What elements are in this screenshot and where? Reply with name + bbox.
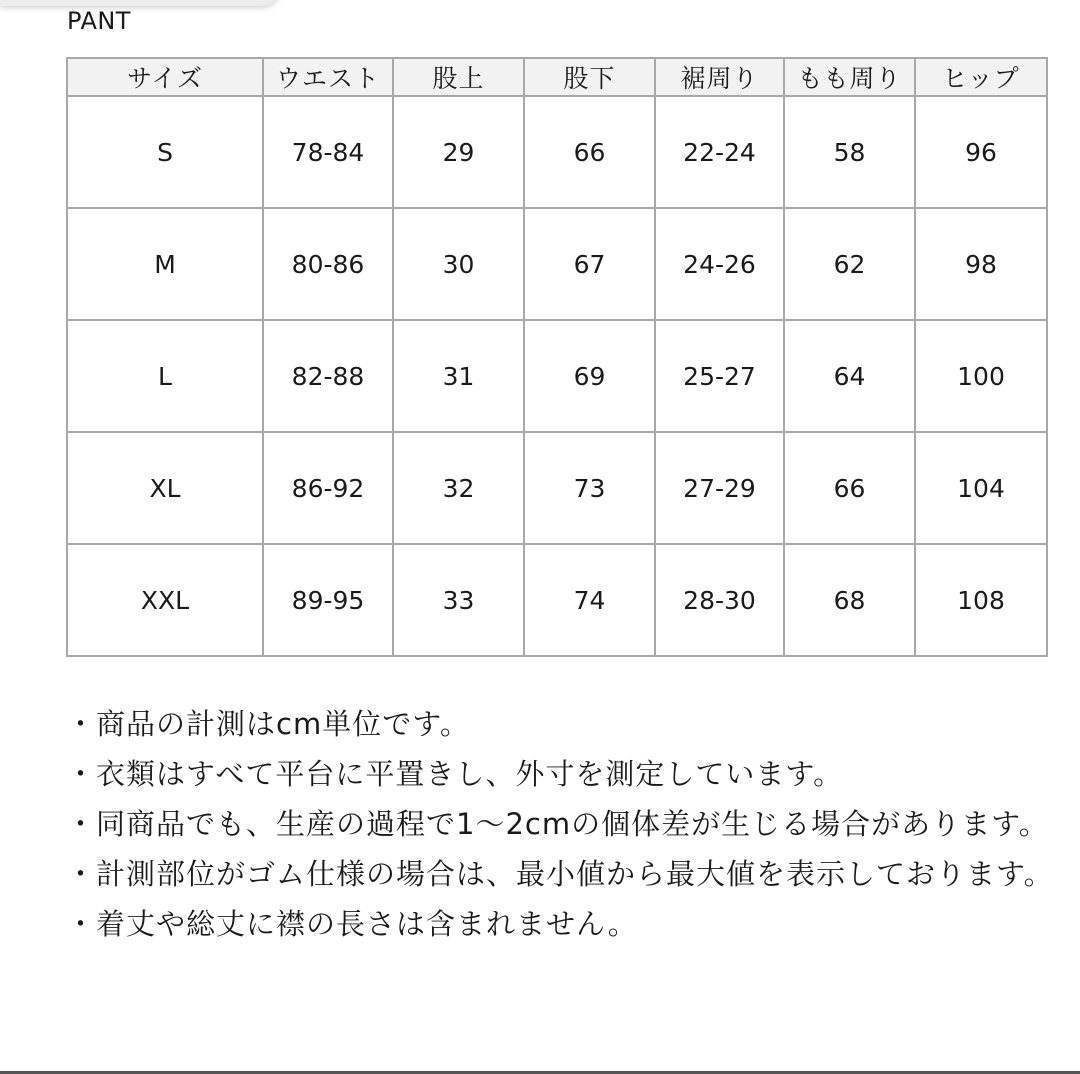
cell-thigh: 58 — [784, 96, 915, 208]
cell-inseam: 74 — [524, 544, 655, 656]
cell-waist: 82-88 — [263, 320, 393, 432]
cell-size: S — [67, 96, 263, 208]
cell-hip: 104 — [915, 432, 1047, 544]
cell-inseam: 67 — [524, 208, 655, 320]
header-thigh: もも周り — [784, 58, 915, 96]
cell-inseam: 73 — [524, 432, 655, 544]
note-units: ・商品の計測はcm単位です。 — [66, 707, 470, 741]
table-row — [67, 432, 1047, 544]
cell-waist: 89-95 — [263, 544, 393, 656]
header-rise: 股上 — [393, 58, 524, 96]
cell-hem-width: 27-29 — [655, 432, 784, 544]
cell-hem-width: 22-24 — [655, 96, 784, 208]
cell-rise: 32 — [393, 432, 524, 544]
cell-thigh: 66 — [784, 432, 915, 544]
cell-waist: 80-86 — [263, 208, 393, 320]
header-size: サイズ — [67, 58, 263, 96]
cell-rise: 30 — [393, 208, 524, 320]
size-chart-table — [66, 57, 1048, 657]
note-elastic-range: ・計測部位がゴム仕様の場合は、最小値から最大値を表示しております。 — [66, 857, 1054, 891]
table-row — [67, 208, 1047, 320]
cell-inseam: 66 — [524, 96, 655, 208]
cell-hem-width: 25-27 — [655, 320, 784, 432]
cell-hip: 96 — [915, 96, 1047, 208]
cell-waist: 78-84 — [263, 96, 393, 208]
cell-hip: 108 — [915, 544, 1047, 656]
cell-rise: 31 — [393, 320, 524, 432]
cell-size: M — [67, 208, 263, 320]
cell-hem-width: 24-26 — [655, 208, 784, 320]
measurement-notes — [66, 699, 1056, 949]
note-individual-variance: ・同商品でも、生産の過程で1〜2cmの個体差が生じる場合があります。 — [66, 807, 1049, 841]
section-title: PANT — [67, 7, 131, 35]
cell-size: L — [67, 320, 263, 432]
cell-size: XL — [67, 432, 263, 544]
header-inseam: 股下 — [524, 58, 655, 96]
top-overlay-edge — [0, 0, 280, 6]
cell-rise: 33 — [393, 544, 524, 656]
cell-thigh: 64 — [784, 320, 915, 432]
table-row — [67, 96, 1047, 208]
cell-waist: 86-92 — [263, 432, 393, 544]
cell-rise: 29 — [393, 96, 524, 208]
table-row — [67, 544, 1047, 656]
cell-hip: 98 — [915, 208, 1047, 320]
table-row — [67, 320, 1047, 432]
cell-inseam: 69 — [524, 320, 655, 432]
table-header-row — [67, 58, 1047, 96]
cell-size: XXL — [67, 544, 263, 656]
cell-thigh: 62 — [784, 208, 915, 320]
note-collar-excluded: ・着丈や総丈に襟の長さは含まれません。 — [66, 907, 638, 941]
header-hem-width: 裾周り — [655, 58, 784, 96]
header-hip: ヒップ — [915, 58, 1047, 96]
cell-thigh: 68 — [784, 544, 915, 656]
cell-hem-width: 28-30 — [655, 544, 784, 656]
header-waist: ウエスト — [263, 58, 393, 96]
note-flat-measurement: ・衣類はすべて平台に平置きし、外寸を測定しています。 — [66, 757, 844, 791]
cell-hip: 100 — [915, 320, 1047, 432]
